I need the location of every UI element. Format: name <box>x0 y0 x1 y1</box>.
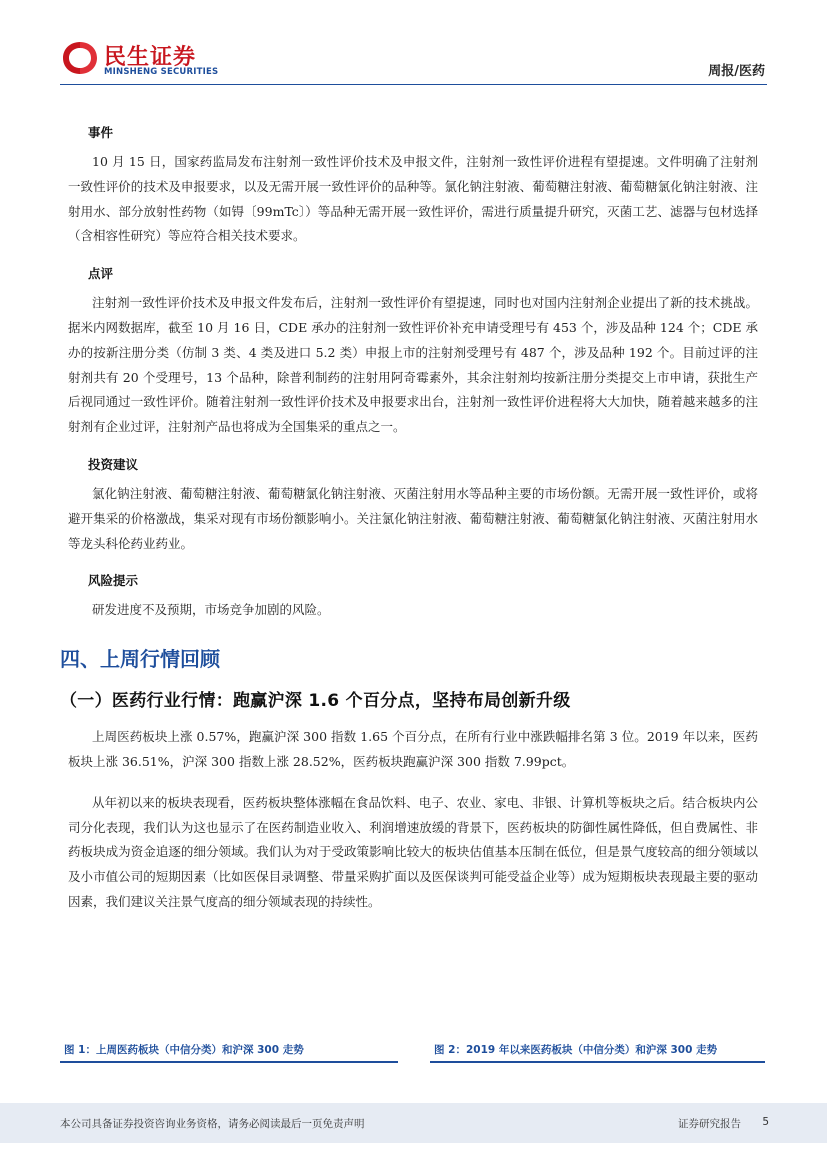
figure-1-caption: 图 1：上周医药板块（中信分类）和沪深 300 走势 <box>60 1040 398 1063</box>
section-subtitle: （一）医药行业行情：跑赢沪深 1.6 个百分点，坚持布局创新升级 <box>60 691 571 712</box>
brand-name: 民生证券 <box>104 45 197 70</box>
footer-report-type: 证券研究报告 <box>678 1118 741 1130</box>
page-header <box>0 0 827 90</box>
page-footer <box>0 1103 827 1143</box>
page-number: 5 <box>762 1116 769 1128</box>
market-paragraph-1: 上周医药板块上涨 0.57%，跑赢沪深 300 指数 1.65 个百分点，在所有行业中涨跌幅排名第 3 位。2019 年以来，医药板块上涨 36.51%，沪深 300 指数上涨 28.52%，医药板块跑赢沪深 300 指数 7.99pct。 <box>68 729 758 769</box>
event-heading: 事件 <box>88 125 114 140</box>
comment-heading: 点评 <box>88 266 114 282</box>
event-paragraph: 10 月 15 日，国家药监局发布注射剂一致性评价技术及申报文件，注射剂一致性评价进程有望提速。文件明确了注射剂一致性评价的技术及申报要求，以及无需开展一致性评价的品种等。氯化钠注射液、葡萄糖注射液、葡萄糖氯化钠注射液、注射用水、部分放射性药物（如锝〔99mTc〕）等品种无需开展一致性评价，需进行质量提升研究，灭菌工艺、滤器与包材选择（含相容性研究）等应符合相关技术要求。 <box>68 154 758 244</box>
minsheng-logo-icon <box>60 40 100 76</box>
header-divider <box>60 84 767 85</box>
figure-2-caption: 图 2：2019 年以来医药板块（中信分类）和沪深 300 走势 <box>430 1040 765 1063</box>
risk-heading: 风险提示 <box>88 573 139 589</box>
market-paragraph-2: 从年初以来的板块表现看，医药板块整体涨幅在食品饮料、电子、农业、家电、非银、计算机等板块之后。结合板块内公司分化表现，我们认为这也显示了在医药制造业收入、利润增速放缓的背景下，医药板块的防御性属性降低，但自费属性、非药板块成为资金追逐的细分领域。我们认为对于受政策影响比较大的板块估值基本压制在低位，但是景气度较高的细分领域以及小市值公司的短期因素（比如医保目录调整、带量采购扩面以及医保谈判可能受益企业等）成为短期板块表现最主要的驱动因素，我们建议关注景气度高的细分领域表现的持续性。 <box>68 794 758 909</box>
investment-paragraph: 氯化钠注射液、葡萄糖注射液、葡萄糖氯化钠注射液、灭菌注射用水等品种主要的市场份额。无需开展一致性评价，或将避开集采的价格激战，集采对现有市场份额影响小。关注氯化钠注射液、葡萄糖注射液、葡萄糖氯化钠注射液、灭菌注射用水等龙头科伦药业药业。 <box>68 485 758 551</box>
comment-paragraph: 注射剂一致性评价技术及申报文件发布后，注射剂一致性评价有望提速，同时也对国内注射剂企业提出了新的技术挑战。据米内网数据库，截至 10 月 16 日，CDE 承办的注射剂一致性评价补充申请受理号有 453 个，涉及品种 124 个；CDE 承办的按新注册分类（仿制 3 类、4 类及进口 5.2 类）申报上市的注射剂受理号有 487 个，涉及品种 192 个。目前过评的注射剂共有 20 个受理号，13 个品种，除普利制药的注射用阿奇霉素外，其余注射剂均按新注册分类提交上市申请，获批生产后视同通过一致性评价。随着注射剂一致性评价技术及申报要求出台，注射剂一致性评价进程将大大加快，随着越来越多的注射剂有企业过评，注射剂产品也将成为全国集采的重点之一。 <box>68 295 758 435</box>
figure-captions <box>60 1040 767 1064</box>
brand-name-en: MINSHENG SECURITIES <box>104 67 219 77</box>
footer-disclaimer: 本公司具备证券投资咨询业务资格，请务必阅读最后一页免责声明 <box>60 1118 365 1130</box>
investment-heading: 投资建议 <box>88 456 139 472</box>
section-title: 四、上周行情回顾 <box>60 647 220 672</box>
risk-paragraph: 研发进度不及预期，市场竞争加剧的风险。 <box>92 602 330 618</box>
main-content <box>60 124 758 931</box>
report-category: 周报/医药 <box>708 64 765 79</box>
